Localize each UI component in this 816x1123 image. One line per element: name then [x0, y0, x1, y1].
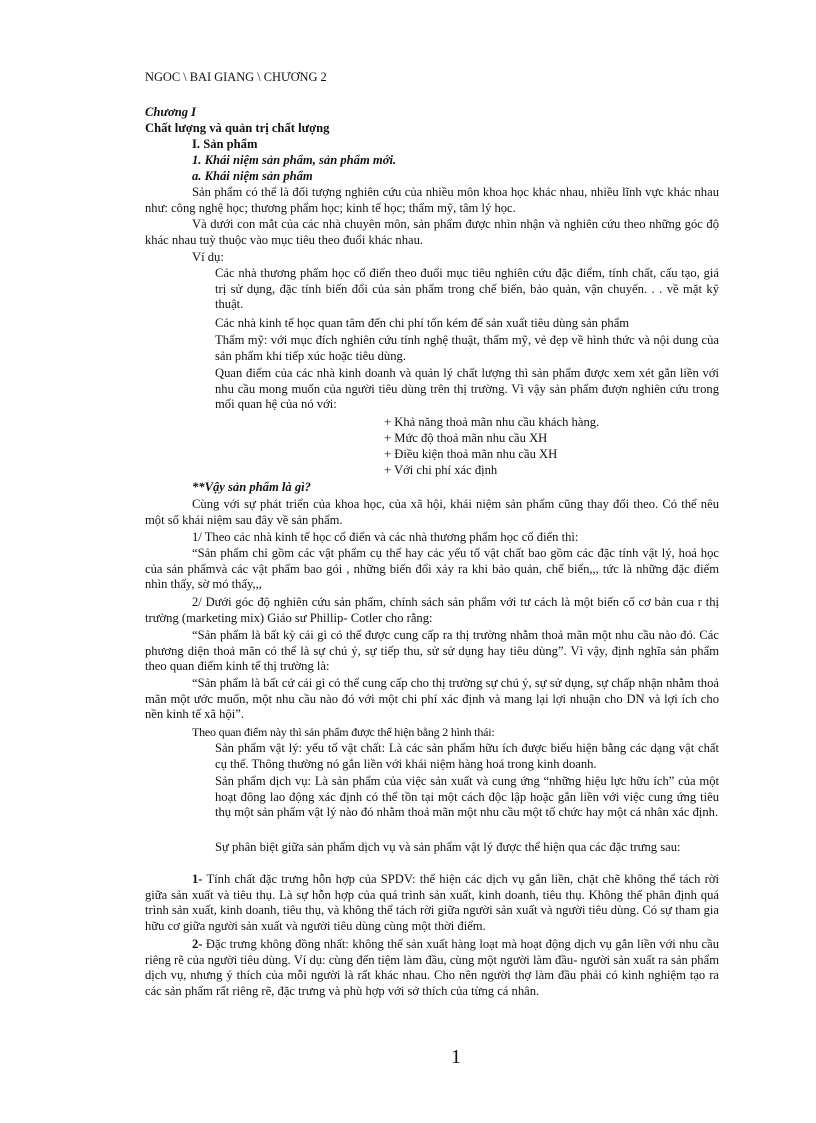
- feature-2: [145, 937, 719, 999]
- feature-2-text: Đặc trưng không đồng nhất: không thể sản xuất hàng loạt mà hoạt động dịch vụ gắn liền với nhu cầu riêng rẽ của người tiêu dùng. Ví dụ: cùng đến tiệm làm đầu, cùng một người làm đầu- người sản xuất ra sản phẩm dịch vụ, nhưng ý thích của mỗi người là rất khác nhau. Cho nên người thợ làm đầu phải có kinh nghiệm tạo ra các sản phẩm rất riêng rẽ, đặc trưng và phù hợp với sở thích của từng cá nhân.: [145, 937, 719, 998]
- plus-item-3: + Điều kiện thoả mãn nhu cầu XH: [384, 447, 558, 461]
- plus-item-1: + Khả năng thoả mãn nhu cầu khách hàng.: [384, 415, 600, 429]
- paragraph-7-quote: “Sản phẩm là bất kỳ cái gì có thể được cung cấp ra thị trường nhằm thoả mãn một nhu cầu nào đó. Các phương diện thoả mãn có thể là sự chú ý, sự tiếp thu, sử sử dụng hay tiêu dùng”. Vì vậy, định nghĩa sản phẩm theo quan điểm kinh tế thị trường là:: [145, 628, 719, 674]
- paragraph-5-quote: “Sản phẩm chỉ gồm các vật phẩm cụ thể hay các yếu tố vật chất bao gồm các đặc tính vật lý, hoá học của sản phẩmvà các vật phẩm bao gói , những biến đổi xảy ra khi bảo quản, chế biến,,, tức là những đặc điểm nhìn thấy, sờ mó thấy,,,: [145, 546, 719, 592]
- paragraph-8-quote: “Sản phẩm là bất cứ cái gì có thể cung cấp cho thị trường sự chú ý, sự sử dụng, sự chấp nhận nhằm thoả mãn một ước muốn, một nhu cầu nào đó với một chi phí xác định và mang lại lợi nhuận cho DN và lợi ích cho nền kinh tế xã hội”.: [145, 676, 719, 722]
- bullet-item-4: Quan điểm của các nhà kinh doanh và quản lý chất lượng thì sản phẩm được xem xét gắn liền với nhu cầu mong muốn của người tiêu dùng trên thị trường. Vì vậy sản phẩm đượn nghiên cứu trong mối quan hệ của nó với:: [215, 366, 719, 412]
- document-header-path: NGOC \ BAI GIANG \ CHƯƠNG 2: [145, 70, 327, 84]
- plus-item-2: + Mức độ thoả mãn nhu cầu XH: [384, 431, 548, 445]
- subsection-heading-1: 1. Khái niệm sản phẩm, sản phẩm mới.: [192, 153, 397, 167]
- plus-item-4: + Với chi phí xác định: [384, 463, 498, 477]
- bullet-physical-product: Sản phẩm vật lý: yếu tố vật chất: Là các sản phẩm hữu ích được biểu hiện bằng các dạng vật chất cụ thể. Thông thường nó gắn liền với khái niệm hàng hoá trong kinh doanh.: [215, 741, 719, 771]
- bullet-service-product: Sản phẩm dịch vụ: Là sản phẩm của việc sản xuất và cung ứng “những hiệu lực hữu ích” của một hoạt đông lao động xác định có thể tồn tại một cách độc lập hoặc gắn liền với việc cung ứng tiêu thụ một sản phẩm vật lý nào đó nhằm thoả mãn một nhu cầu một tổ chức hay một cá nhân xác định.: [215, 774, 719, 820]
- chapter-title: Chất lượng và quản trị chất lượng: [145, 121, 330, 135]
- feature-1: [145, 872, 719, 934]
- paragraph-4: 1/ Theo các nhà kinh tế học cổ điển và các nhà thương phẩm học cổ điển thì:: [192, 530, 579, 544]
- feature-1-text: Tính chất đặc trưng hỗn hợp của SPDV: thể hiện các dịch vụ gắn liền, chặt chẽ không thể tách rời giữa sản xuất và tiêu thụ. Là sự hỗn hợp của quá trình sản xuất, kinh doanh, tiêu thụ. Không thể phân định quá trình sản xuất, kinh doanh, tiêu thụ, và không thể tách rời giữa người sản xuất và người tiêu dùng. Có sự tham gia hữu cơ giữa người sản xuất và người tiêu dùng cùng một thời điểm.: [145, 872, 719, 933]
- paragraph-1: Sản phẩm có thể là đối tượng nghiên cứu của nhiều môn khoa học khác nhau, nhiều lĩnh vực khác nhau như: công nghệ học; thương phẩm học; kinh tế học; thẩm mỹ, tâm lý học.: [145, 185, 719, 215]
- feature-2-number: 2-: [192, 937, 203, 951]
- page-number: 1: [451, 1046, 461, 1068]
- bullet-item-2: Các nhà kinh tế học quan tâm đến chi phí tốn kém để sản xuất tiêu dùng sản phẩm: [215, 316, 630, 330]
- paragraph-9: Theo quan điểm này thì sản phẩm được thể hiện bằng 2 hình thái:: [192, 725, 495, 739]
- paragraph-2: Và dưới con mắt của các nhà chuyên môn, sản phẩm được nhìn nhận và nghiên cứu theo những góc độ khác nhau tuỳ thuộc vào mục tiêu theo đuổi khác nhau.: [145, 217, 719, 247]
- bullet-item-3: Thẩm mỹ: với mục đích nghiên cứu tính nghệ thuật, thẩm mỹ, vẻ đẹp về hình thức và nội dung của sản phẩm khi tiếp xúc hoặc tiêu dùng.: [215, 333, 719, 363]
- feature-1-number: 1-: [192, 872, 203, 886]
- subsection-heading-a: a. Khái niệm sản phẩm: [192, 169, 313, 183]
- paragraph-6: 2/ Dưới góc độ nghiên cứu sản phẩm, chính sách sản phẩm với tư cách là một biến cố cơ bản cua r thị trường (marketing mix) Giáo sư Phillip- Cotler cho rằng:: [145, 595, 719, 625]
- bullet-distinction: Sự phân biệt giữa sản phẩm dịch vụ và sản phẩm vật lý được thể hiện qua các đặc trưng sau:: [215, 840, 681, 854]
- question-heading: **Vậy sản phẩm là gì?: [192, 480, 311, 494]
- chapter-label: Chương I: [145, 105, 197, 119]
- paragraph-3: Cùng với sự phát triển của khoa học, của xã hội, khái niệm sản phẩm cũng thay đổi theo. Có thể nêu một số khái niệm sau đây về sản phẩm.: [145, 497, 719, 527]
- example-label: Ví dụ:: [192, 250, 224, 264]
- bullet-item-1: Các nhà thương phẩm học cổ điển theo đuổi mục tiêu nghiên cứu đặc điểm, tính chất, cấu tạo, giá trị sử dụng, đặc tính biến đổi của sản phẩm trong chế biến, bảo quản, vận chuyển. . . về mặt kỹ thuật.: [215, 266, 719, 312]
- section-heading-products: I. Sản phẩm: [192, 137, 258, 151]
